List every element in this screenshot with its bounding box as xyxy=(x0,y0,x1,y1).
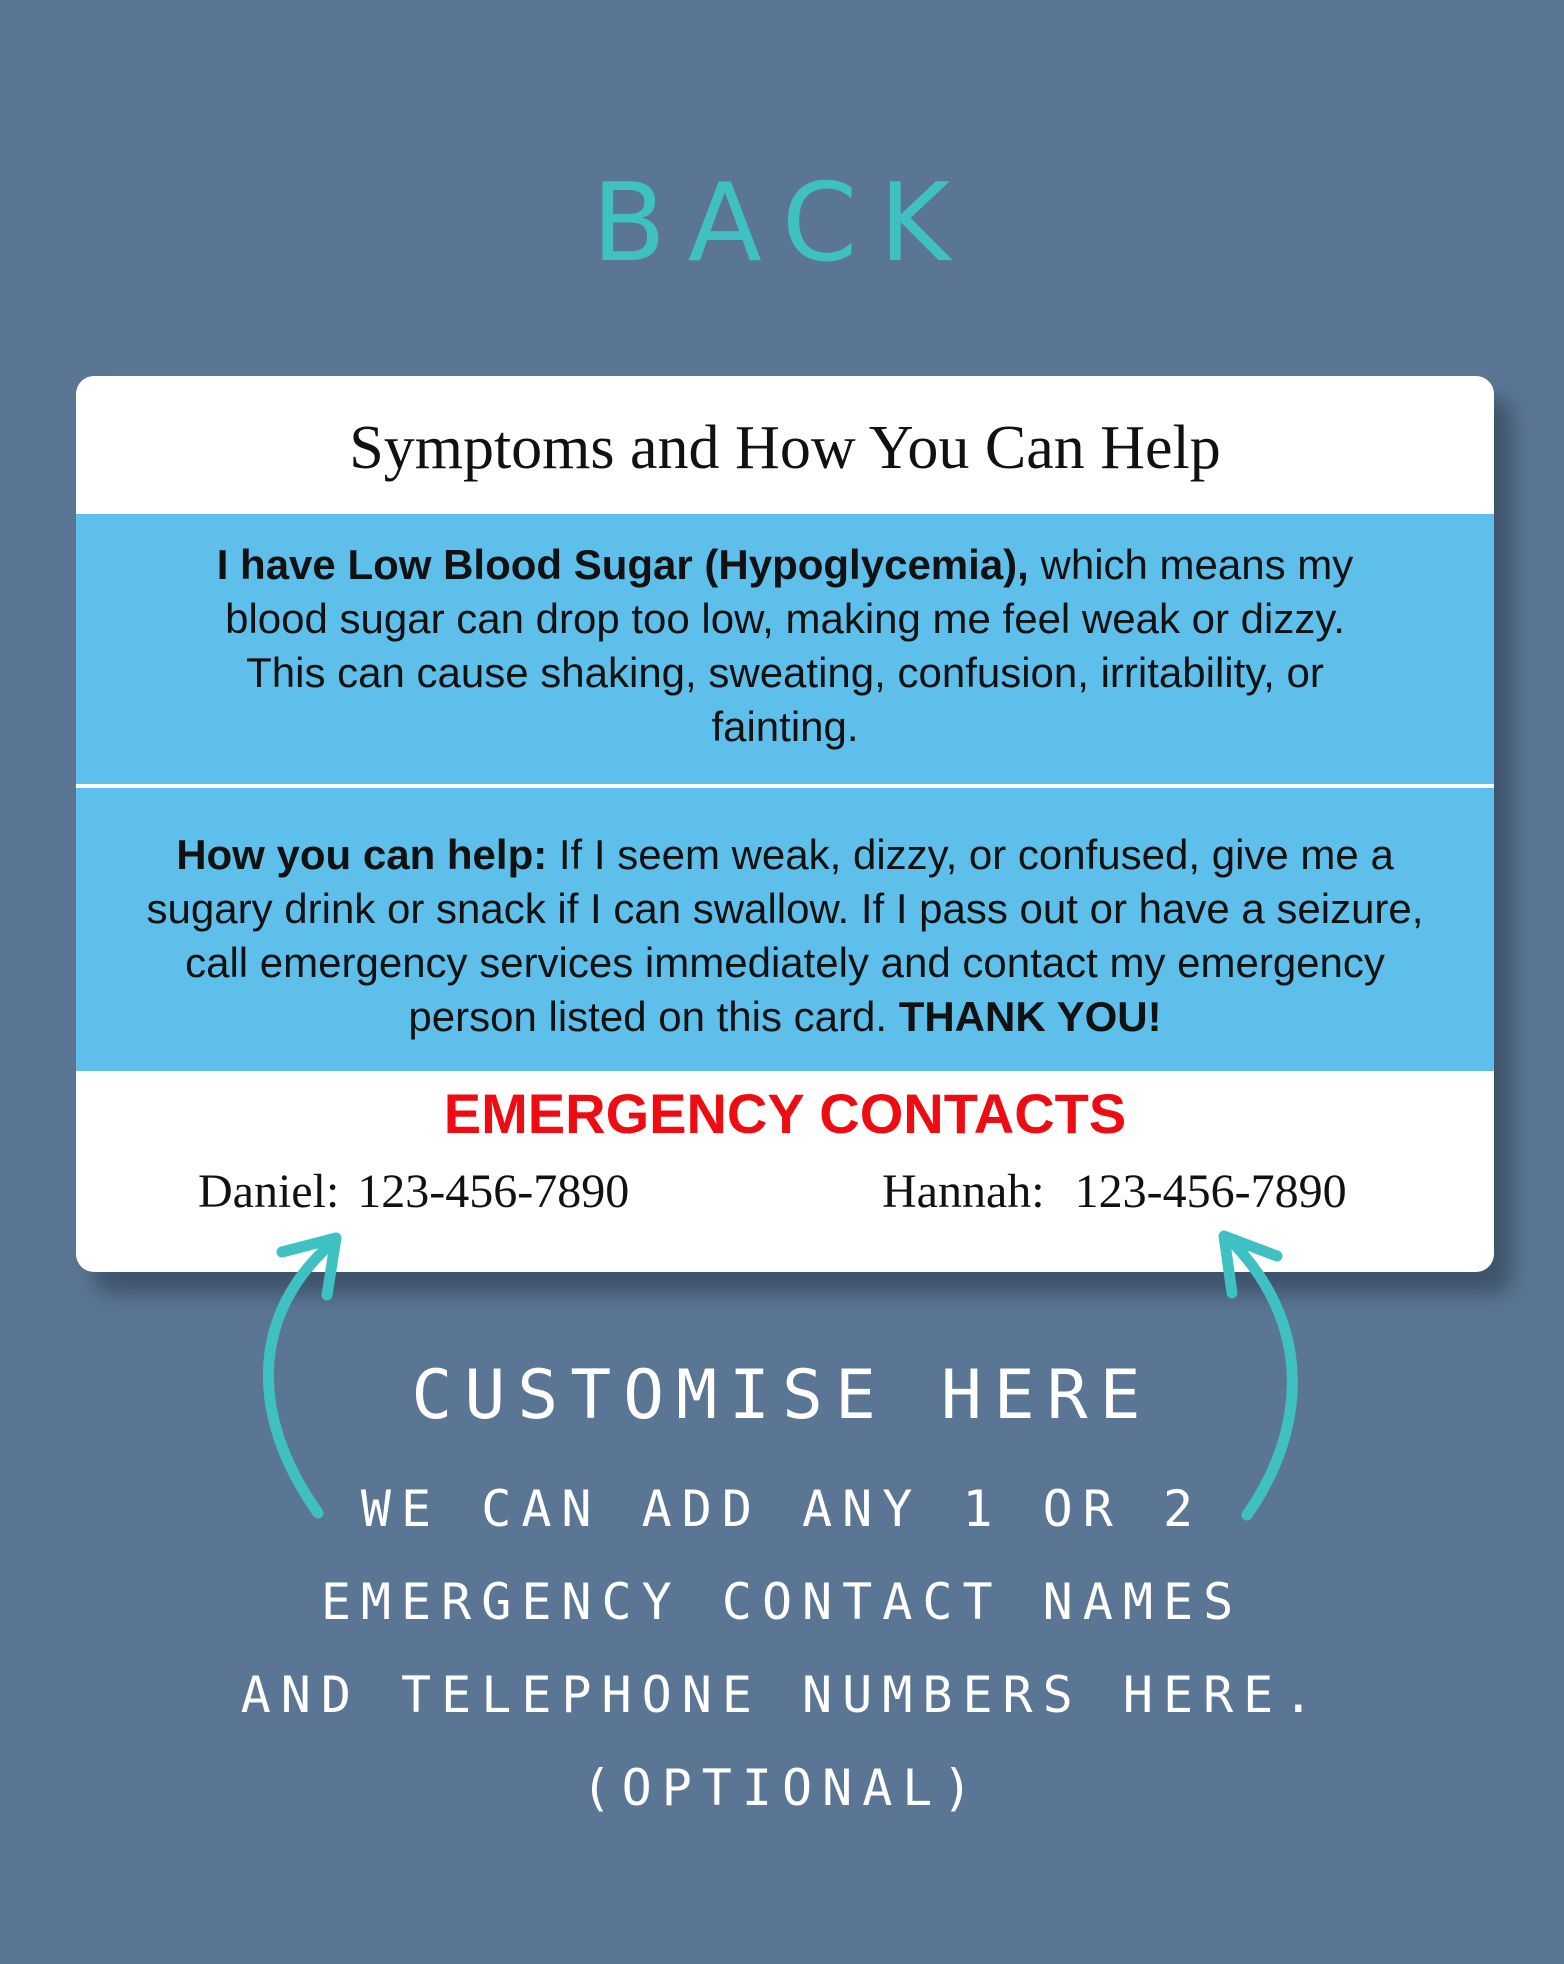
condition-heading: I have Low Blood Sugar (Hypoglycemia), xyxy=(216,541,1029,588)
customise-line: WE CAN ADD ANY 1 OR 2 xyxy=(360,1480,1204,1538)
card-title: Symptoms and How You Can Help xyxy=(349,414,1221,482)
contact-phone: 123-456-7890 xyxy=(1074,1165,1347,1218)
condition-description: which means my blood sugar can drop too low, making me feel weak or dizzy. This can cause shaking, sweating, confusion, irritability, or fainting. xyxy=(225,541,1354,750)
customise-heading: CUSTOMISE HERE xyxy=(411,1356,1153,1435)
contact-name: Daniel: xyxy=(198,1165,340,1218)
customise-line: (OPTIONAL) xyxy=(581,1759,983,1817)
contact-phone: 123-456-7890 xyxy=(357,1165,630,1218)
help-description: If I seem weak, dizzy, or confused, give me a sugary drink or snack if I can swallow. If I pass out or have a seizure, call emergency services immediately and contact my emergency person listed on this card. xyxy=(146,831,1424,1040)
contact-name: Hannah: xyxy=(882,1165,1045,1218)
customise-line: AND TELEPHONE NUMBERS HERE. xyxy=(240,1666,1324,1724)
help-heading: How you can help: xyxy=(176,831,548,878)
emergency-contacts-heading: EMERGENCY CONTACTS xyxy=(443,1082,1127,1145)
customise-line: EMERGENCY CONTACT NAMES xyxy=(320,1573,1244,1631)
thank-you-text: THANK YOU! xyxy=(898,993,1162,1040)
page-title: BACK xyxy=(591,161,973,286)
